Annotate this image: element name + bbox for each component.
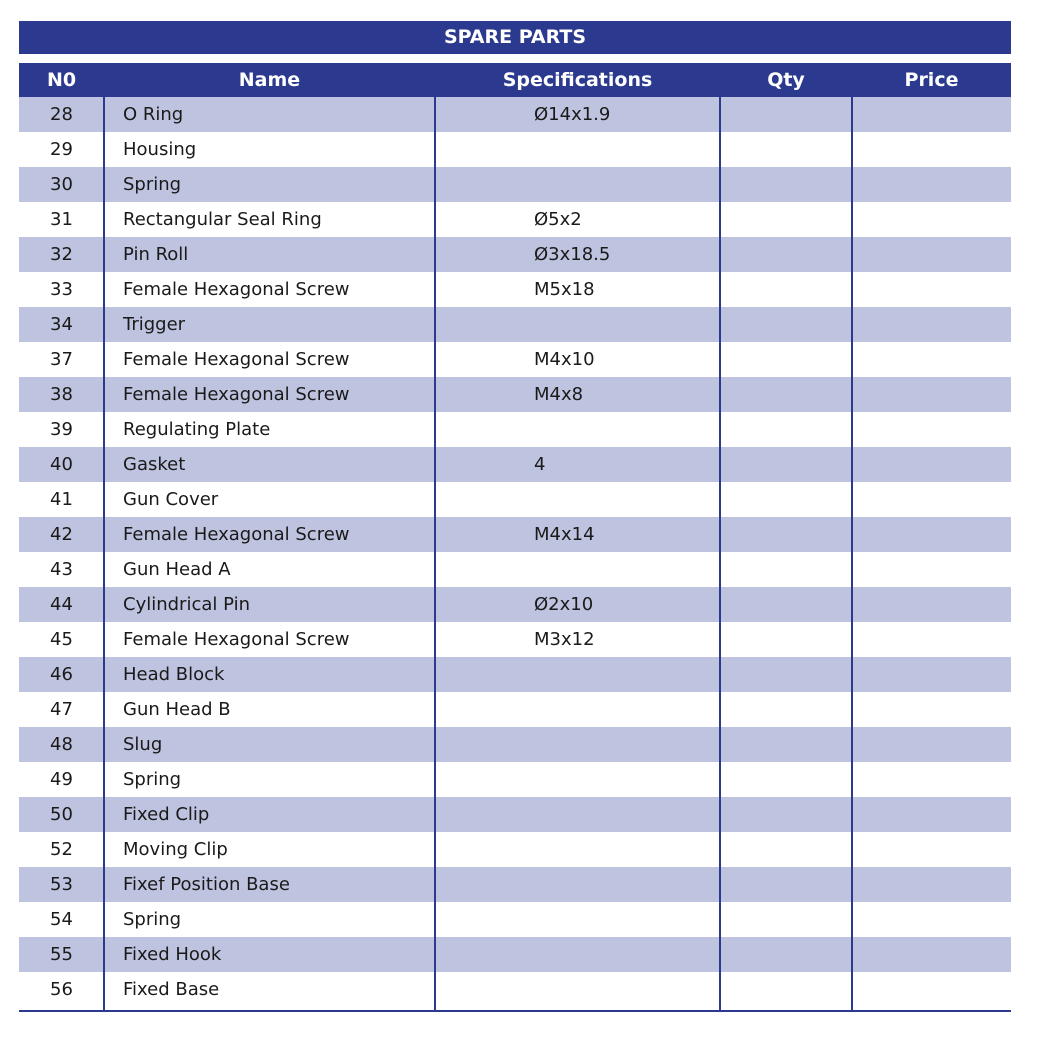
cell-name: Cylindrical Pin — [123, 594, 250, 615]
cell-specifications: M4x8 — [534, 384, 584, 405]
table-row — [19, 97, 1011, 132]
cell-name: Gun Head B — [123, 699, 231, 720]
cell-no: 42 — [50, 524, 73, 545]
cell-no: 39 — [50, 419, 73, 440]
cell-name: Pin Roll — [123, 244, 189, 265]
cell-name: Gasket — [123, 454, 186, 475]
table-row — [19, 622, 1011, 657]
table-row — [19, 307, 1011, 342]
cell-no: 45 — [50, 629, 73, 650]
cell-no: 34 — [50, 314, 73, 335]
cell-specifications — [534, 692, 719, 727]
cell-no: 47 — [50, 699, 73, 720]
cell-name: Female Hexagonal Screw — [123, 384, 350, 405]
cell-specifications: M5x18 — [534, 279, 595, 300]
cell-name: Slug — [123, 734, 163, 755]
column-header-qty: Qty — [767, 69, 805, 91]
cell-name: O Ring — [123, 104, 184, 125]
cell-no: 44 — [50, 594, 73, 615]
cell-specifications: M4x10 — [534, 349, 595, 370]
cell-no: 29 — [50, 139, 73, 160]
cell-specifications — [534, 552, 719, 587]
table-row — [19, 797, 1011, 832]
column-header-no: N0 — [46, 69, 77, 91]
cell-specifications: 4 — [534, 454, 546, 475]
cell-name: Spring — [123, 909, 182, 930]
table-row — [19, 272, 1011, 307]
table-row — [19, 867, 1011, 902]
cell-specifications — [534, 307, 719, 342]
table-header — [19, 63, 1011, 97]
table-row — [19, 692, 1011, 727]
table-row — [19, 342, 1011, 377]
column-header-name: Name — [238, 69, 301, 91]
cell-specifications — [534, 727, 719, 762]
cell-specifications — [534, 902, 719, 937]
cell-no: 28 — [50, 104, 73, 125]
table-row — [19, 937, 1011, 972]
cell-no: 38 — [50, 384, 73, 405]
cell-name: Female Hexagonal Screw — [123, 279, 350, 300]
cell-name: Spring — [123, 174, 182, 195]
table-row — [19, 657, 1011, 692]
cell-name: Female Hexagonal Screw — [123, 524, 350, 545]
cell-name: Fixed Base — [123, 979, 220, 1000]
cell-name: Fixef Position Base — [123, 874, 290, 895]
table-row — [19, 587, 1011, 622]
column-divider — [103, 97, 105, 1010]
cell-specifications — [534, 972, 719, 1007]
cell-no: 31 — [50, 209, 73, 230]
cell-specifications — [534, 657, 719, 692]
cell-no: 53 — [50, 874, 73, 895]
cell-specifications: Ø2x10 — [534, 594, 594, 615]
cell-name: Moving Clip — [123, 839, 228, 860]
table-row — [19, 972, 1011, 1007]
cell-specifications — [534, 132, 719, 167]
cell-specifications — [534, 937, 719, 972]
table-row — [19, 202, 1011, 237]
table-row — [19, 237, 1011, 272]
cell-name: Spring — [123, 769, 182, 790]
cell-no: 52 — [50, 839, 73, 860]
cell-specifications: M4x14 — [534, 524, 595, 545]
table-body — [19, 97, 1011, 1007]
cell-specifications: Ø5x2 — [534, 209, 582, 230]
cell-name: Female Hexagonal Screw — [123, 629, 350, 650]
table-row — [19, 132, 1011, 167]
cell-specifications — [534, 867, 719, 902]
table-row — [19, 832, 1011, 867]
cell-name: Housing — [123, 139, 197, 160]
table-row — [19, 762, 1011, 797]
column-divider — [434, 97, 436, 1010]
table-row — [19, 167, 1011, 202]
cell-no: 54 — [50, 909, 73, 930]
cell-specifications — [534, 412, 719, 447]
cell-no: 32 — [50, 244, 73, 265]
cell-no: 50 — [50, 804, 73, 825]
cell-specifications: M3x12 — [534, 629, 595, 650]
column-header-specifications: Specifications — [502, 69, 653, 91]
cell-no: 33 — [50, 279, 73, 300]
column-divider — [851, 97, 853, 1010]
cell-specifications: Ø3x18.5 — [534, 244, 611, 265]
table-row — [19, 412, 1011, 447]
table-row — [19, 727, 1011, 762]
table-row — [19, 552, 1011, 587]
cell-name: Fixed Hook — [123, 944, 222, 965]
table-row — [19, 377, 1011, 412]
cell-name: Gun Cover — [123, 489, 219, 510]
cell-no: 49 — [50, 769, 73, 790]
cell-specifications — [534, 167, 719, 202]
cell-no: 37 — [50, 349, 73, 370]
table-row — [19, 447, 1011, 482]
cell-name: Rectangular Seal Ring — [123, 209, 322, 230]
cell-name: Gun Head A — [123, 559, 231, 580]
cell-no: 55 — [50, 944, 73, 965]
cell-name: Head Block — [123, 664, 225, 685]
cell-no: 48 — [50, 734, 73, 755]
cell-no: 30 — [50, 174, 73, 195]
table-row — [19, 517, 1011, 552]
column-header-price: Price — [904, 69, 959, 91]
cell-specifications — [534, 797, 719, 832]
cell-specifications — [534, 832, 719, 867]
table-row — [19, 902, 1011, 937]
table-title: SPARE PARTS — [19, 21, 1011, 54]
cell-name: Female Hexagonal Screw — [123, 349, 350, 370]
cell-no: 43 — [50, 559, 73, 580]
cell-specifications — [534, 762, 719, 797]
cell-no: 56 — [50, 979, 73, 1000]
cell-specifications — [534, 482, 719, 517]
cell-no: 41 — [50, 489, 73, 510]
cell-specifications: Ø14x1.9 — [534, 104, 611, 125]
column-divider — [719, 97, 721, 1010]
cell-no: 40 — [50, 454, 73, 475]
cell-no: 46 — [50, 664, 73, 685]
cell-name: Trigger — [123, 314, 186, 335]
table-bottom-border — [19, 1010, 1011, 1012]
cell-name: Fixed Clip — [123, 804, 210, 825]
table-row — [19, 482, 1011, 517]
cell-name: Regulating Plate — [123, 419, 271, 440]
